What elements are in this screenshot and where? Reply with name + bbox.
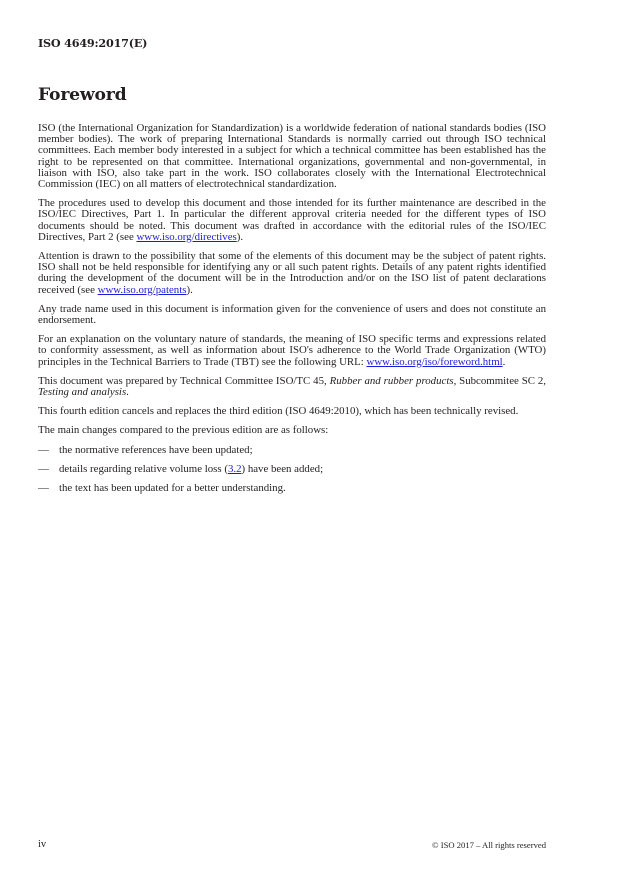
change-item [38, 483, 546, 494]
text: This document was prepared by Technical Committee ISO/TC 45, [38, 374, 330, 387]
dash-bullet: — [38, 463, 49, 476]
paragraph-iso-intro: ISO (the International Organization for Standardization) is a worldwide federation of national standards bodies (ISO member bodies). The work of preparing International Standards is normally carried out through ISO technical committees. Each member body interested in a subject for which a technical committee has been established has the right to be represented on that committee. International organizations, governmental and non-governmental, in liaison with ISO, also take part in the work. ISO collaborates closely with the International Electrotechnical Commission (IEC) on all matters of electrotechnical standardization. [38, 122, 546, 191]
change-item [38, 464, 546, 475]
text: , Subcommitee SC 2, [453, 374, 547, 387]
text: . [502, 355, 506, 368]
paragraph-main-changes: The main changes compared to the previous edition are as follows: [38, 424, 329, 437]
clause-link[interactable]: 3.2 [227, 463, 242, 476]
dash-bullet: — [38, 482, 49, 495]
paragraph-procedures [38, 198, 546, 243]
text: The procedures used to develop this document and those intended for its further maintenance are described in the ISO/IEC Directives, Part 1. In particular the different approval criteria needed for the different types of ISO documents should be noted. This document was drafted in accordance with the editorial rules of the ISO/IEC Directives, Part 2 (see [38, 197, 546, 243]
foreword-link[interactable]: www.iso.org/iso/foreword.html [366, 355, 503, 368]
page-number: iv [38, 839, 47, 850]
paragraph-committee [38, 376, 546, 398]
text: ). [236, 230, 244, 243]
change-text: the normative references have been updated; [59, 443, 253, 456]
foreword-body [38, 123, 546, 503]
text: details regarding relative volume loss ( [59, 463, 228, 476]
text: Attention is drawn to the possibility that some of the elements of this document may be the subject of patent rights. ISO shall not be held responsible for identifying any or all such patent rights. Details of any patent rights identified during the development of the document will be in the Introduction and/or on the ISO list of patent declarations received (see [38, 250, 546, 296]
paragraph-voluntary-nature [38, 334, 546, 368]
committee-name: Rubber and rubber products [329, 374, 454, 387]
paragraph-trade-name: Any trade name used in this document is information given for the convenience of users and does not constitute an endorsement. [38, 302, 546, 327]
text: ) have been added; [241, 463, 324, 476]
text: ). [186, 283, 193, 296]
paragraph-patents [38, 251, 546, 296]
copyright-notice: © ISO 2017 – All rights reserved [432, 840, 546, 850]
change-text: the text has been updated for a better understanding. [59, 482, 286, 495]
dash-bullet: — [38, 443, 49, 456]
text: For an explanation on the voluntary nature of standards, the meaning of ISO specific terms and expressions related to conformity assessment, as well as information about ISO's adherence to the World Trade Organization (WTO) principles in the Technical Barriers to Trade (TBT) see the following URL: [38, 333, 546, 368]
text: . [126, 386, 129, 399]
paragraph-edition: This fourth edition cancels and replaces the third edition (ISO 4649:2010), which has been technically revised. [38, 405, 519, 418]
document-id: ISO 4649:2017(E) [38, 36, 148, 50]
patents-link[interactable]: www.iso.org/patents [97, 283, 187, 296]
change-text [59, 464, 323, 475]
page-title: Foreword [38, 85, 127, 105]
change-item [38, 445, 546, 456]
subcommittee-name: Testing and analysis [38, 386, 127, 399]
directives-link[interactable]: www.iso.org/directives [136, 230, 237, 243]
